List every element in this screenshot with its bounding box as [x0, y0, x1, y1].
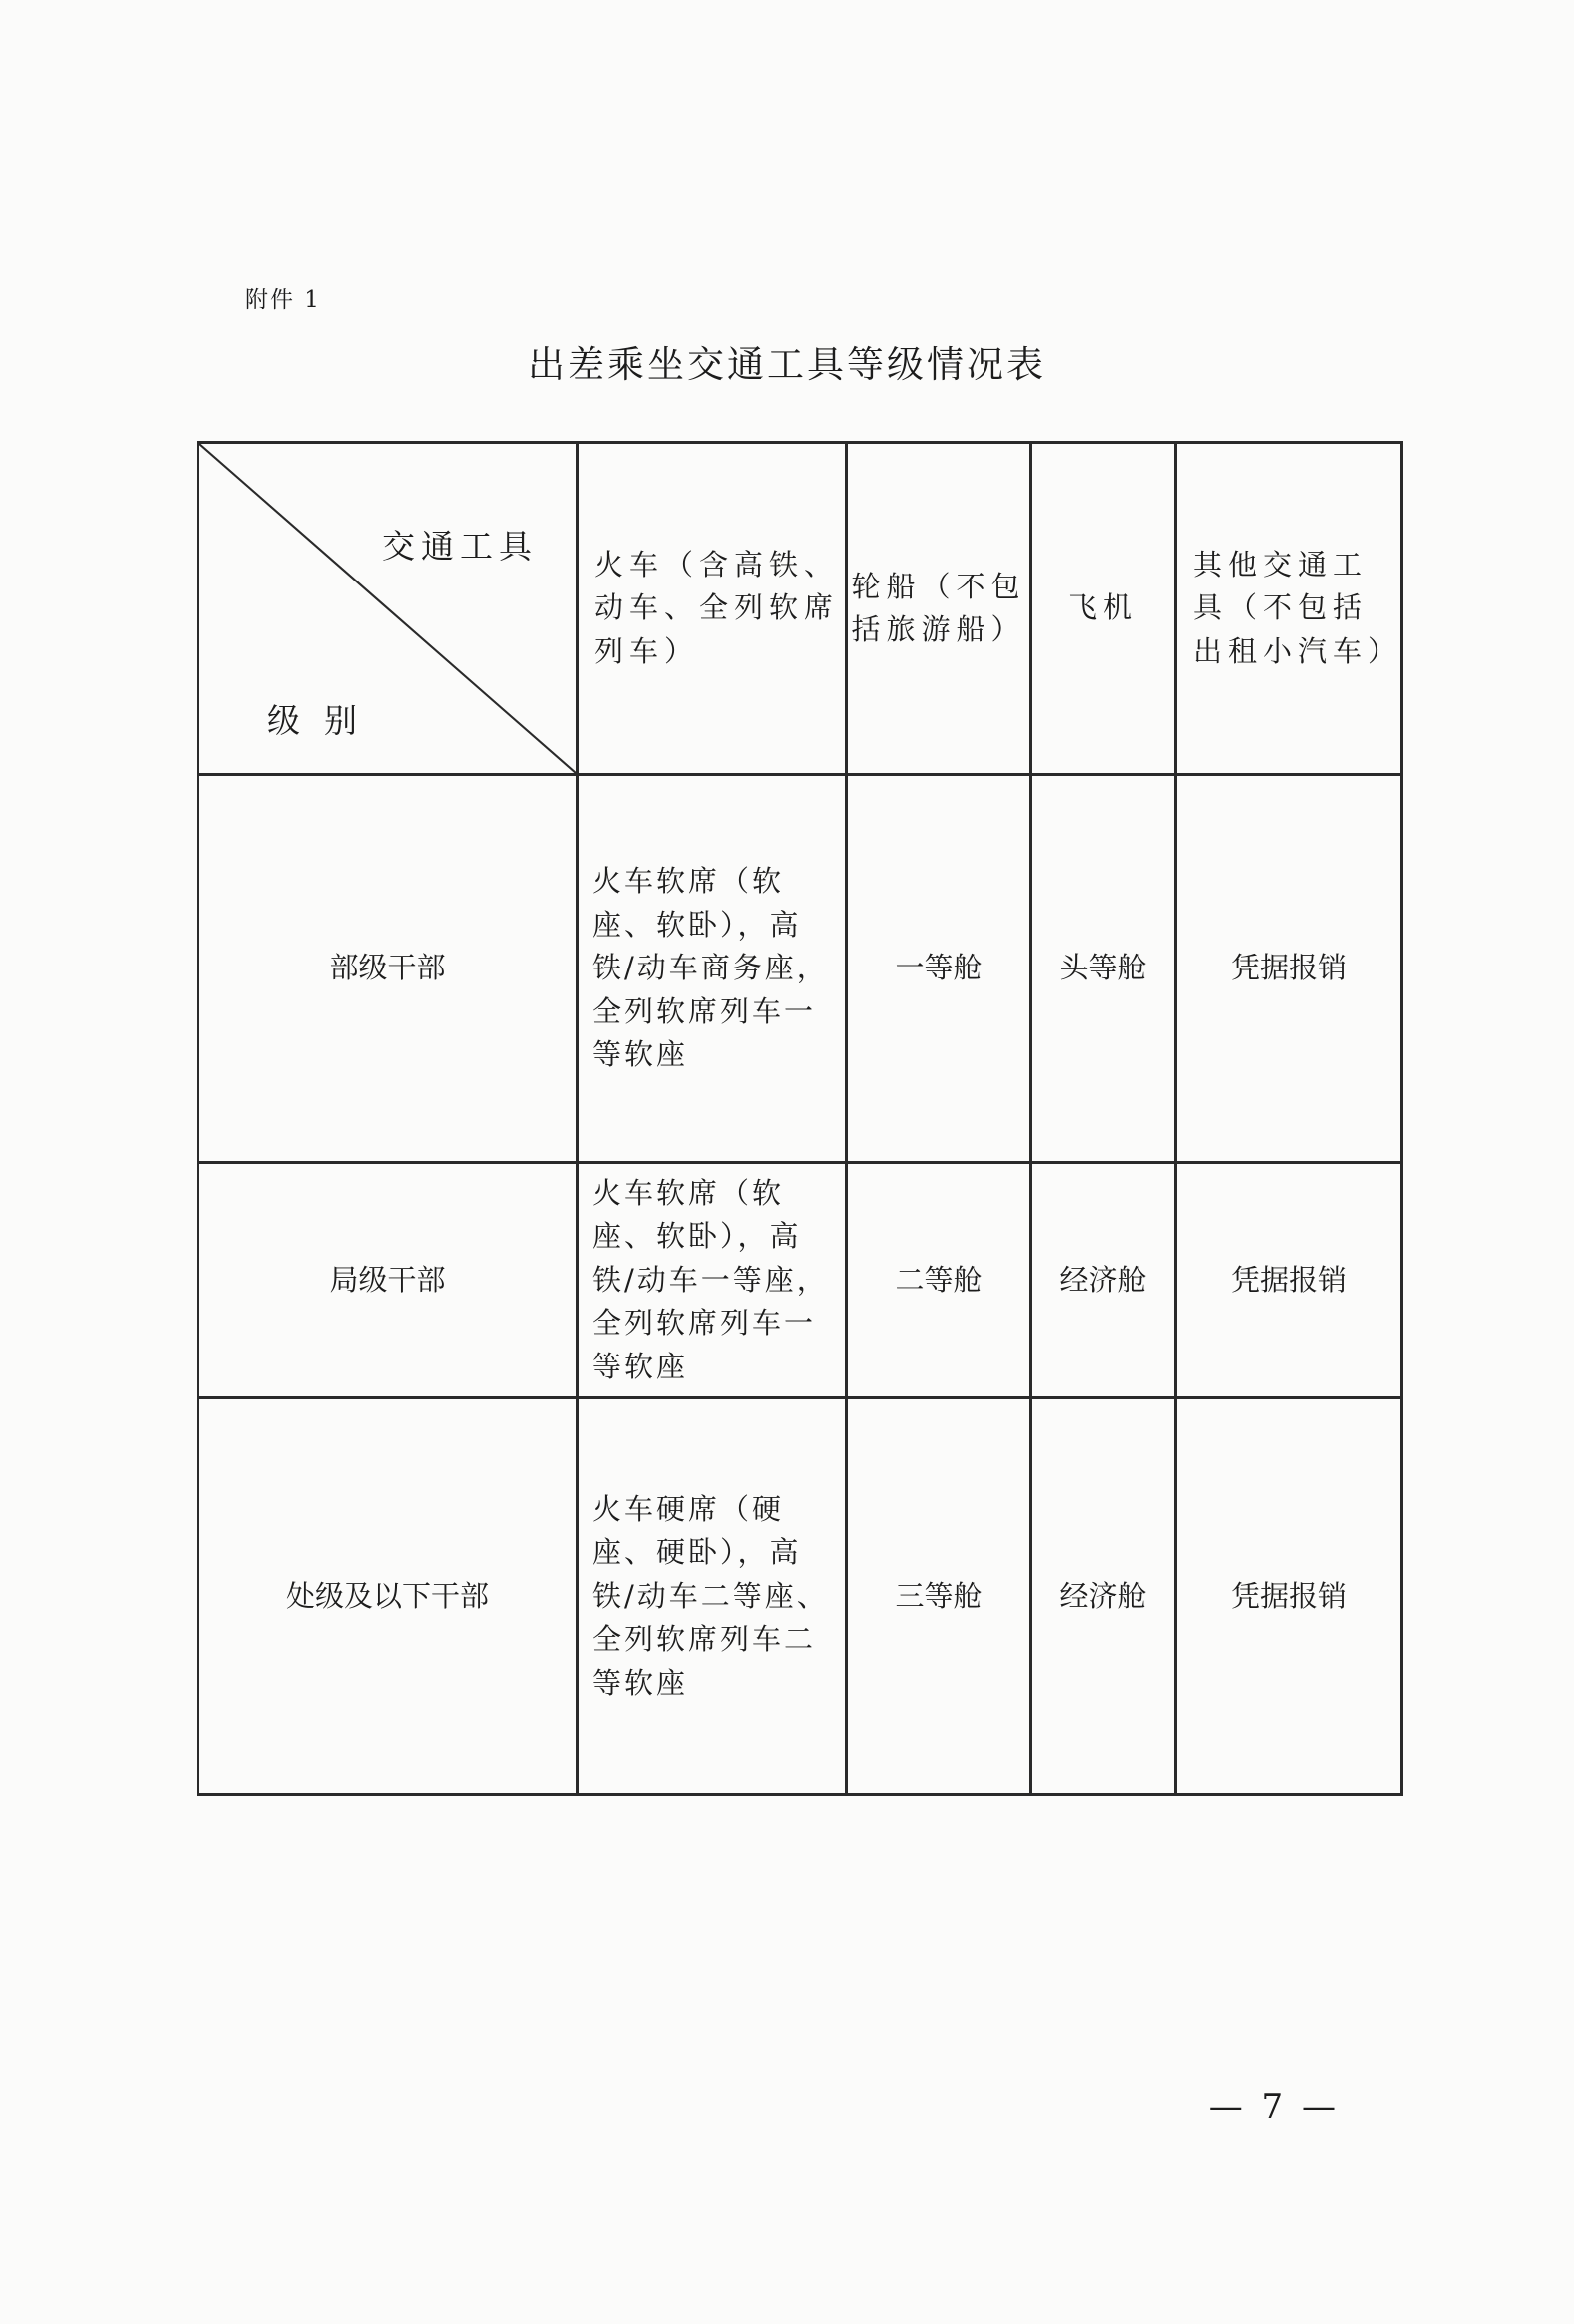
- table-row: [198, 775, 1402, 1163]
- train-cell: 火车软席（软座、软卧），高铁/动车一等座，全列软席列车一等软座: [578, 1163, 847, 1398]
- train-cell: 火车硬席（硬座、硬卧），高铁/动车二等座、全列软席列车二等软座: [578, 1398, 847, 1795]
- plane-cell: 经济舱: [1031, 1163, 1176, 1398]
- page-number: — 7 —: [1208, 2087, 1340, 2127]
- train-cell: 火车软席（软座、软卧），高铁/动车商务座，全列软席列车一等软座: [578, 775, 847, 1163]
- diagonal-line: [199, 444, 576, 773]
- level-cell: 局级干部: [198, 1163, 578, 1398]
- plane-cell: 头等舱: [1031, 775, 1176, 1163]
- corner-label-transport: 交通工具: [382, 527, 538, 566]
- ship-cell: 一等舱: [847, 775, 1031, 1163]
- page-title: 出差乘坐交通工具等级情况表: [528, 343, 1046, 386]
- corner-header-cell: [198, 443, 578, 775]
- attachment-label: 附件 1: [245, 287, 321, 313]
- table-row: [198, 1163, 1402, 1398]
- level-cell: 部级干部: [198, 775, 578, 1163]
- ship-cell: 三等舱: [847, 1398, 1031, 1795]
- transport-grade-table: [197, 441, 1403, 1796]
- ship-cell: 二等舱: [847, 1163, 1031, 1398]
- table-header-row: [198, 443, 1402, 775]
- other-cell: 凭据报销: [1176, 775, 1402, 1163]
- level-cell: 处级及以下干部: [198, 1398, 578, 1795]
- corner-label-level: 级别: [267, 700, 381, 740]
- other-cell: 凭据报销: [1176, 1398, 1402, 1795]
- column-header-train: 火车（含高铁、动车、全列软席列车）: [578, 443, 847, 775]
- column-header-other: 其他交通工具（不包括出租小汽车）: [1176, 443, 1402, 775]
- table-row: [198, 1398, 1402, 1795]
- column-header-plane: 飞机: [1031, 443, 1176, 775]
- plane-cell: 经济舱: [1031, 1398, 1176, 1795]
- column-header-ship: 轮船（不包括旅游船）: [847, 443, 1031, 775]
- other-cell: 凭据报销: [1176, 1163, 1402, 1398]
